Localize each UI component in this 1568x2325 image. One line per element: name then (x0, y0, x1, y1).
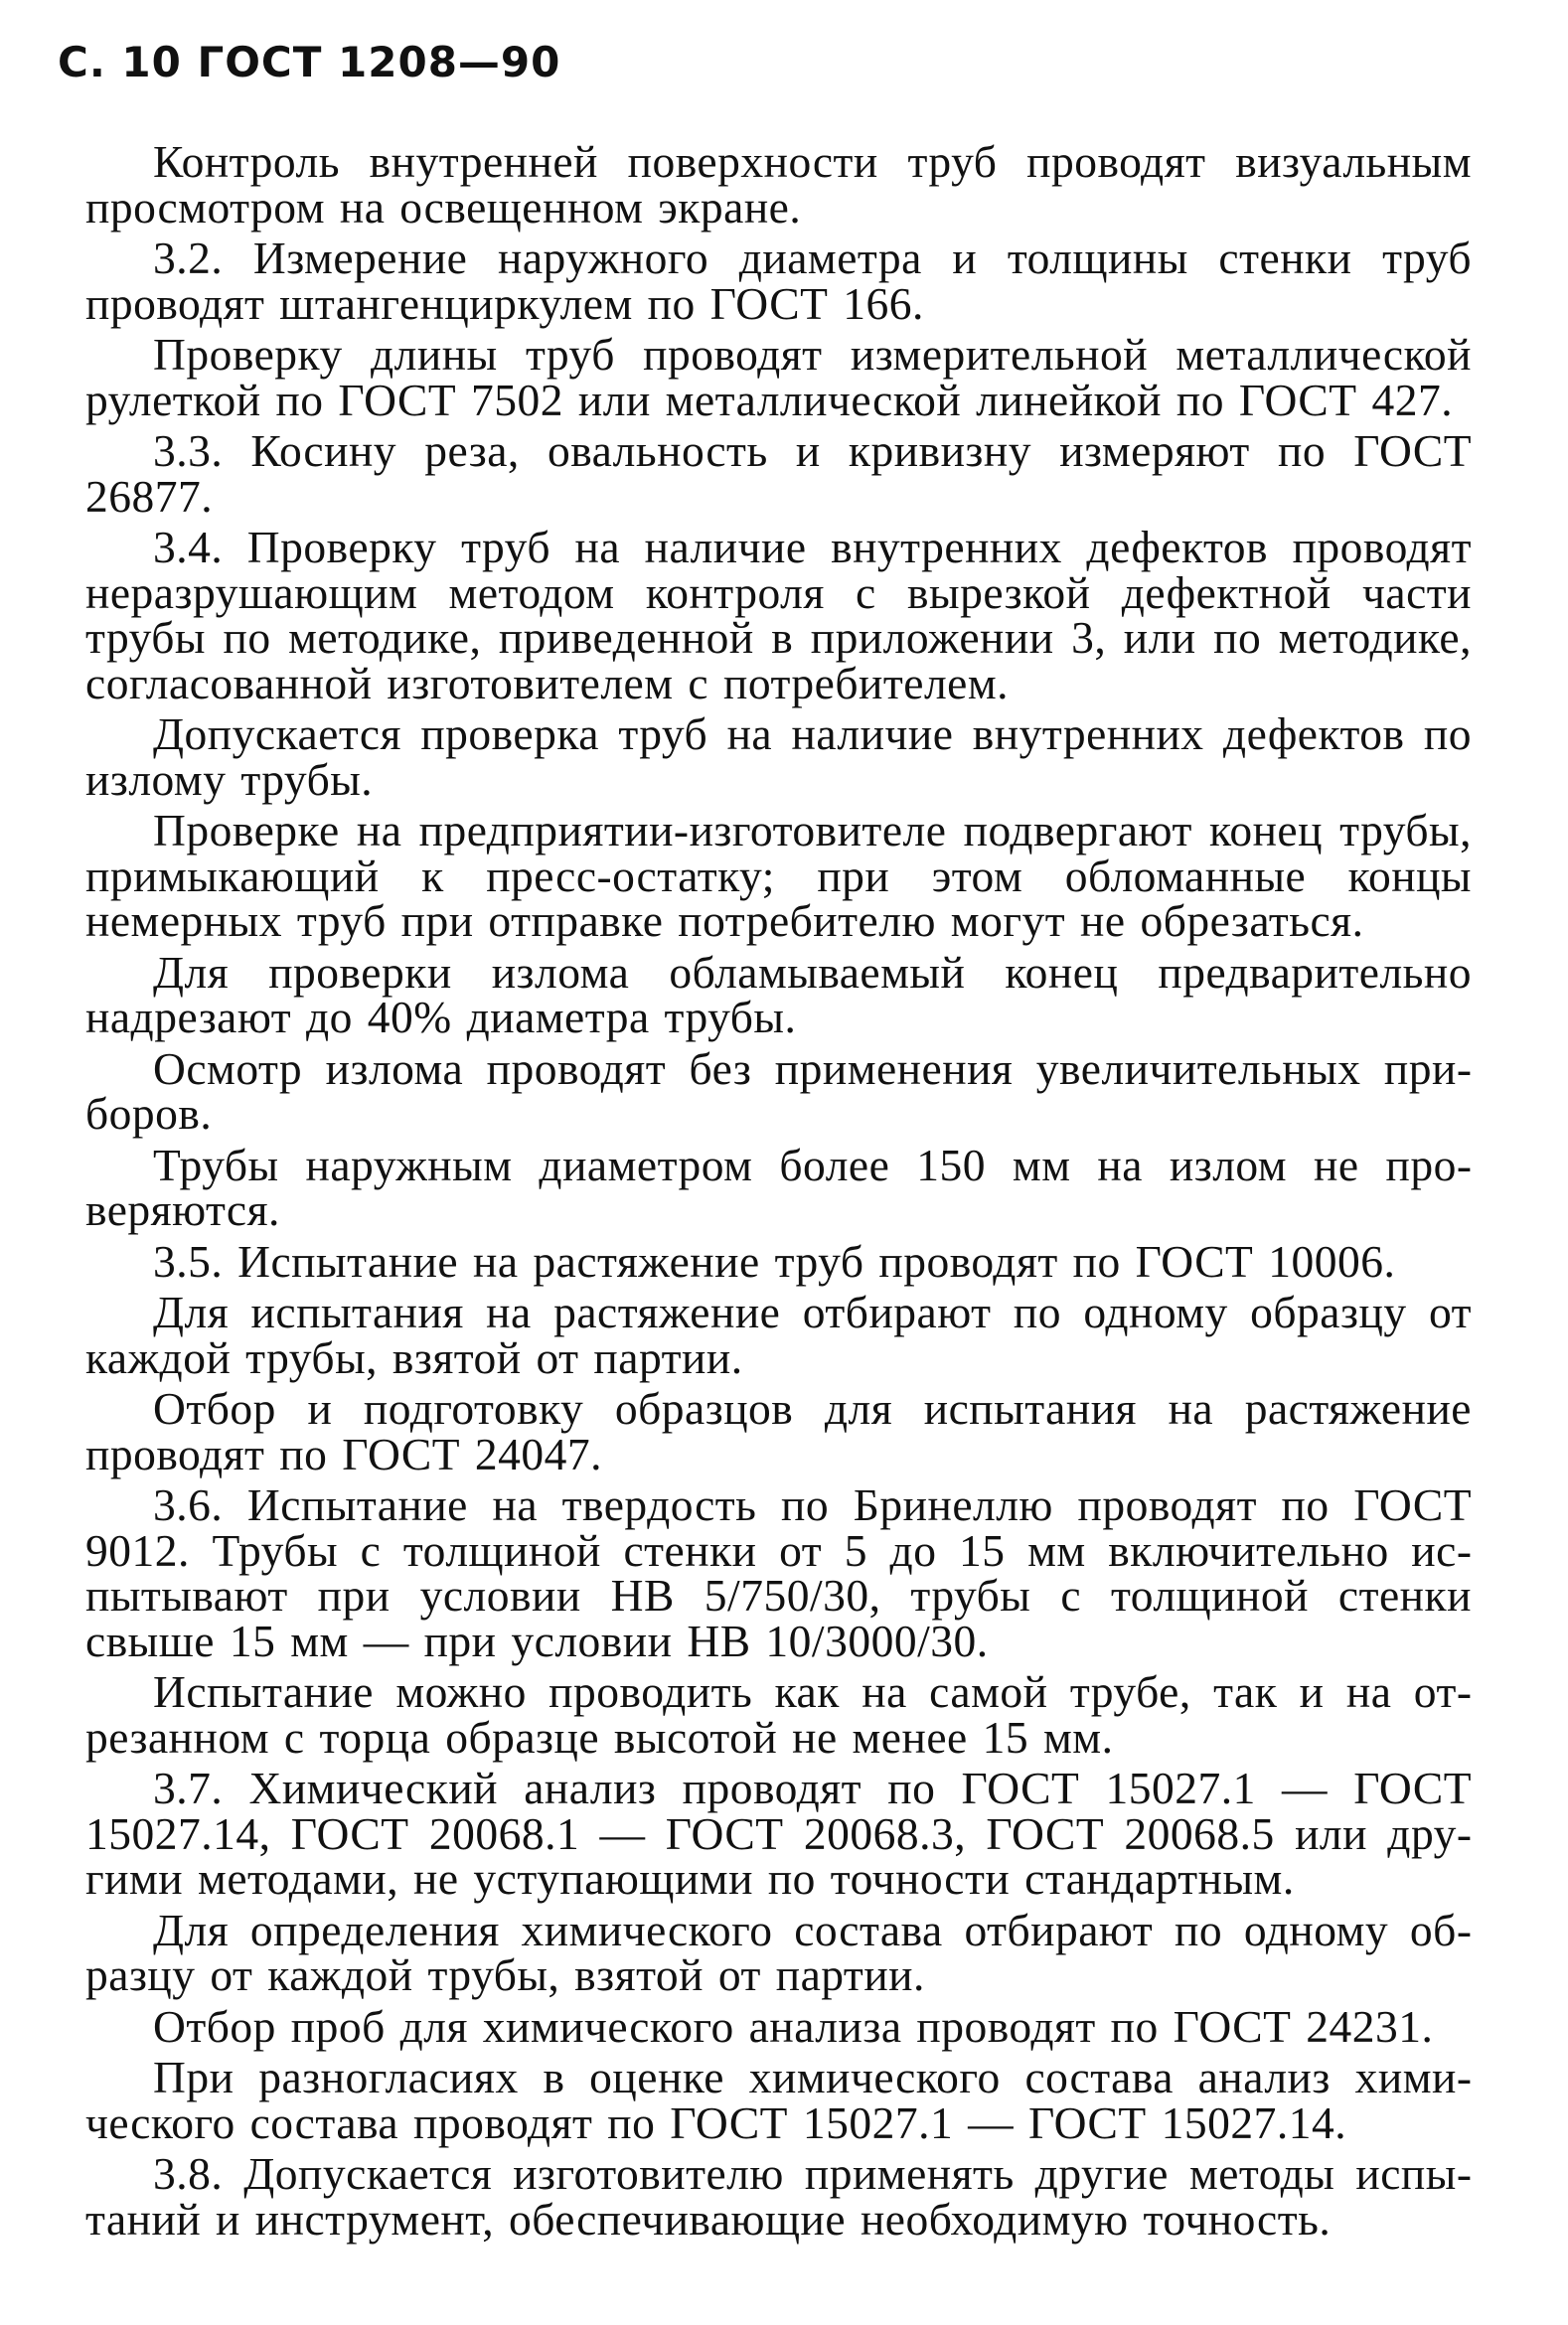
paragraph-inner-surface-control: Контроль внутренней поверхности труб проводят визуальным просмотром на освещенном экране. (85, 136, 1472, 232)
paragraph-tensile-sampling: Для испытания на растяжение отбирают по одному образцу от каждой трубы, взятой от партии. (85, 1287, 1472, 1383)
paragraph-manufacturer-check: Проверке на предприятии-изготовителе подвергают конец трубы, примыкающий к пресс-остатку; при этом обломанные концы немерных труб при отправке потребителю могут не обрезаться. (85, 805, 1472, 946)
paragraph-disagreement: При разногласиях в оценке химического состава анализ химического состава проводят по ГОСТ 15027.1 — ГОСТ 15027.14. (85, 2052, 1472, 2148)
paragraph-3-8: 3.8. Допускается изготовителю применять другие методы испытаний и инструмент, обеспечивающие необходимую точность. (85, 2148, 1472, 2245)
paragraph-fracture-inspection: Осмотр излома проводят без применения увеличительных приборов. (85, 1042, 1472, 1139)
paragraph-sample-selection: Отбор проб для химического анализа проводят по ГОСТ 24231. (153, 2000, 1434, 2052)
body-text (85, 136, 1472, 2248)
paragraph-3-7: 3.7. Химический анализ проводят по ГОСТ 15027.1 — ГОСТ 15027.14, ГОСТ 20068.1 — ГОСТ 20068.3, ГОСТ 20068.5 или другими методами, не уступающими по точности стандартным. (85, 1763, 1472, 1904)
paragraph-notch: Для проверки излома обламываемый конец предварительно надрезают до 40% диаметра трубы. (85, 946, 1472, 1042)
paragraph-chemical-sampling: Для определения химического состава отбирают по одному образцу от каждой трубы, взятой от партии. (85, 1904, 1472, 2000)
paragraph-3-3: 3.3. Косину реза, овальность и кривизну измеряют по ГОСТ 26877. (85, 425, 1472, 522)
page-header: С. 10 ГОСТ 1208—90 (58, 38, 561, 86)
paragraph-large-diameter: Трубы наружным диаметром более 150 мм на излом не проверяются. (85, 1139, 1472, 1235)
paragraph-3-5: 3.5. Испытание на растяжение труб проводят по ГОСТ 10006. (153, 1235, 1396, 1287)
paragraph-3-2: 3.2. Измерение наружного диаметра и толщины стенки труб проводят штангенциркулем по ГОСТ 166. (85, 232, 1472, 329)
paragraph-fracture-check: Допускается проверка труб на наличие внутренних дефектов по излому трубы. (85, 708, 1472, 805)
paragraph-3-6: 3.6. Испытание на твердость по Бринеллю проводят по ГОСТ 9012. Трубы с толщиной стенки от 5 до 15 мм включительно испытывают при условии НВ 5/750/30, трубы с толщиной стенки свыше 15 мм — при условии НВ 10/3000/30. (85, 1479, 1472, 1666)
paragraph-length-check: Проверку длины труб проводят измерительной металлической рулеткой по ГОСТ 7502 или металлической линейкой по ГОСТ 427. (85, 329, 1472, 425)
paragraph-hardness-sample: Испытание можно проводить как на самой трубе, так и на отрезанном с торца образце высотой не менее 15 мм. (85, 1666, 1472, 1763)
paragraph-3-4: 3.4. Проверку труб на наличие внутренних дефектов проводят неразрушающим методом контроля с вырезкой дефектной части трубы по методике, приведенной в приложении 3, или по методике, согласованной изготовителем с потребителем. (85, 522, 1472, 708)
paragraph-sample-preparation: Отбор и подготовку образцов для испытания на растяжение проводят по ГОСТ 24047. (85, 1383, 1472, 1479)
